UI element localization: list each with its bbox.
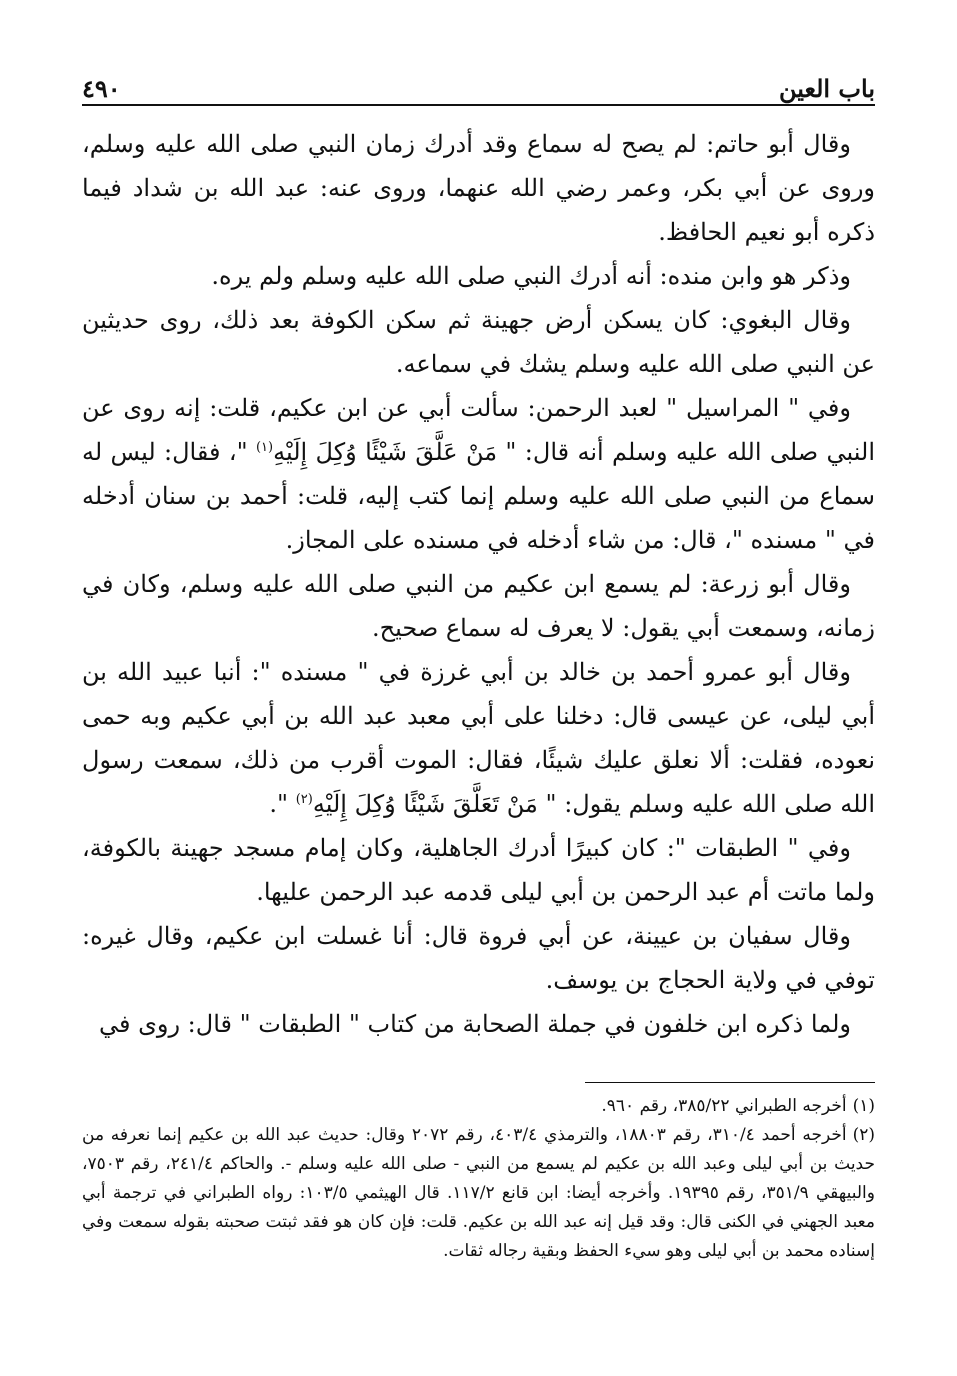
paragraph: وقال أبو حاتم: لم يصح له سماع وقد أدرك زمان النبي صلى الله عليه وسلم، وروى عن أبي بكر، وعمر رضي الله عنهما، وروى عنه: عبد الله بن شداد فيما ذكره أبو نعيم الحافظ.	[82, 130, 875, 246]
page-number: ٤٩٠	[82, 74, 121, 103]
footnote	[82, 1121, 875, 1266]
footnote	[82, 1092, 875, 1121]
paragraph: وفي " الطبقات ": كان كبيرًا أدرك الجاهلية، وكان إمام مسجد جهينة بالكوفة، ولما ماتت أم عبد الرحمن بن أبي ليلى قدمه عبد الرحمن عليها.	[82, 834, 875, 906]
paragraph: ولما ذكره ابن خلفون في جملة الصحابة من كتاب " الطبقات " قال: روى في	[98, 1010, 851, 1038]
paragraph: وذكر هو وابن منده: أنه أدرك النبي صلى الله عليه وسلم ولم يره.	[211, 262, 851, 290]
running-header	[82, 66, 875, 106]
main-text	[82, 122, 875, 1046]
footnote-label: (١)	[852, 1096, 875, 1116]
footnote-ref: (٢)	[295, 792, 313, 807]
paragraph: وقال أبو زرعة: لم يسمع ابن عكيم من النبي صلى الله عليه وسلم، وكان في زمانه، وسمعت أبي يقول: لا يعرف له سماع صحيح.	[82, 570, 875, 642]
footnote-label: (٢)	[852, 1125, 875, 1145]
footnote-ref: (١)	[255, 440, 274, 455]
footnote-divider	[585, 1082, 875, 1083]
chapter-title: باب العين	[778, 74, 875, 103]
paragraph: وفي " المراسيل " لعبد الرحمن: سألت أبي عن ابن عكيم، قلت: إنه روى عن النبي صلى الله عليه وسلم أنه قال: " مَنْ عَلَّقَ شَيْئًا وُكِلَ إِلَيْهِ$^{(١)}$ "، فقال: ليس له سماع من النبي صلى الله عليه وسلم إنما كتب إليه، قلت: أحمد بن سنان أدخله في " مسنده "، قال: من شاء أدخله في مسنده على المجاز.	[82, 394, 875, 554]
paragraph: وقال أبو عمرو أحمد بن خالد بن أبي غرزة في " مسنده ": أنبا عبيد الله بن أبي ليلى، عن عيسى قال: دخلنا على أبي معبد عبد الله بن أبي عكيم وبه حمى نعوده، فقلت: ألا نعلق عليك شيئًا، فقال: الموت أقرب من ذلك، سمعت رسول الله صلى الله عليه وسلم يقول: " مَنْ تَعَلَّقَ شَيْئًا وُكِلَ إِلَيْهِ$^{(٢)}$ ".	[82, 658, 875, 818]
footnotes	[82, 1092, 875, 1266]
paragraph: وقال البغوي: كان يسكن أرض جهينة ثم سكن الكوفة بعد ذلك، روى حديثين عن النبي صلى الله عليه وسلم يشك في سماعه.	[82, 306, 875, 378]
paragraph: وقال سفيان بن عيينة، عن أبي فروة قال: أنا غسلت ابن عكيم، وقال غيره: توفي في ولاية الحجاج بن يوسف.	[82, 922, 875, 994]
footnote-text: أخرجه أحمد ٣١٠/٤، رقم ١٨٨٠٣، والترمذي ٤٠٣/٤، رقم ٢٠٧٢ وقال: حديث عبد الله بن عكيم إنما نعرفه من حديث بن أبي ليلى وعبد الله بن عكيم لم يسمع من النبي - صلى الله عليه وسلم -. والحاكم ٢٤١/٤، رقم ٧٥٠٣، والبيهقي ٣٥١/٩، رقم ١٩٣٩٥. وأخرجه أيضا: ابن قانع ١١٧/٢. قال الهيثمي ١٠٣/٥: رواه الطبراني في ترجمة أبي معبد الجهني في الكنى قال: وقد قيل إنه عبد الله بن عكيم. قلت: فإن كان هو فقد ثبتت صحبته بقوله سمعت وفي إسناده محمد بن أبي ليلى وهو سيء الحفظ وبقية رجاله ثقات.	[82, 1125, 875, 1261]
footnote-text: أخرجه الطبراني ٣٨٥/٢٢، رقم ٩٦٠.	[601, 1096, 847, 1116]
